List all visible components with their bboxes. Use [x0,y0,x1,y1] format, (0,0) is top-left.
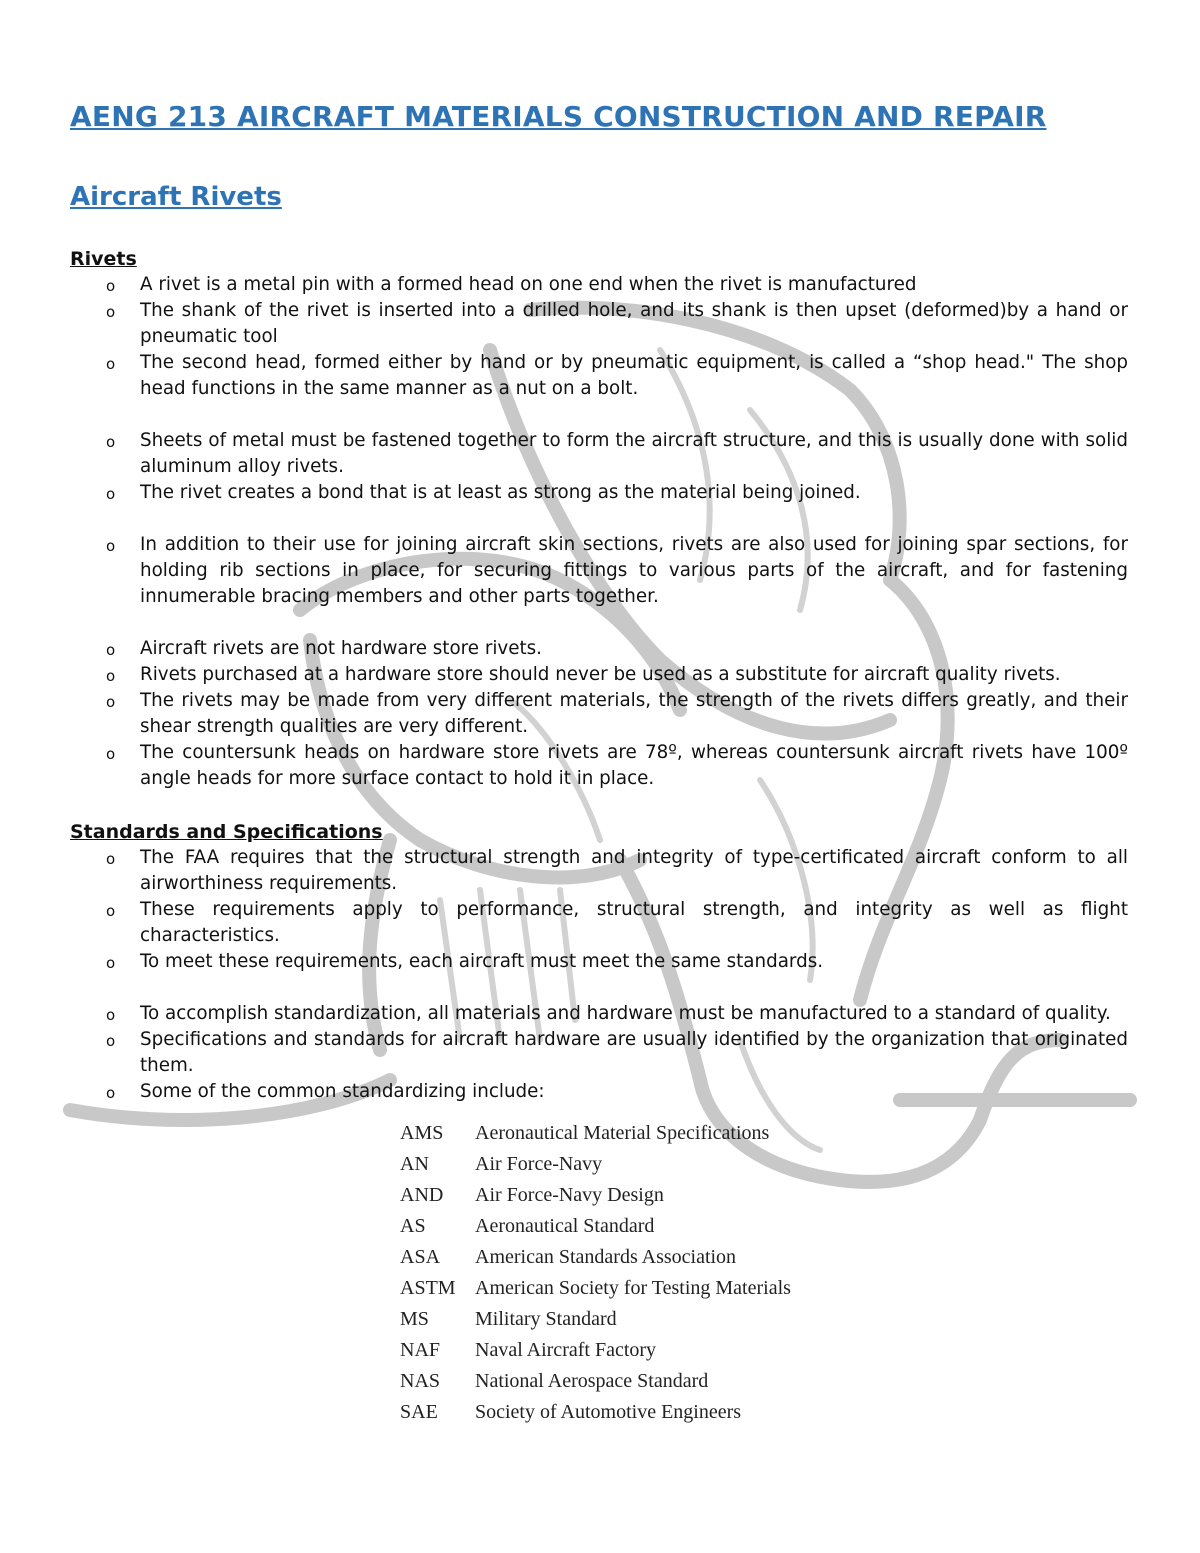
standard-name: American Society for Testing Materials [475,1277,791,1299]
list-item: o The second head, formed either by hand or by pneumatic equipment, is called a “shop head." The shop head functions in the same manner as a nut on a bolt. [106,352,1128,399]
document-title: Aircraft Rivets [70,182,282,212]
list-item: o Specifications and standards for aircraft hardware are usually identified by the organization that originated them. [106,1029,1128,1076]
bullet-marker: o [106,1032,116,1050]
standard-abbreviation: MS [400,1308,429,1330]
standards-table [400,1118,791,1428]
standard-abbreviation: AND [400,1184,444,1206]
bullet-marker: o [106,303,116,321]
list-item: o To accomplish standardization, all materials and hardware must be manufactured to a standard of quality. [0,1001,1128,1027]
standard-name: Aeronautical Material Specifications [475,1122,770,1144]
list-item: o The rivet creates a bond that is at least as strong as the material being joined. [0,480,1128,506]
table-row [400,1211,791,1242]
bullet-marker: o [106,641,116,659]
bullet-marker: o [106,433,116,451]
bullet-marker: o [106,667,116,685]
table-row [400,1273,791,1304]
standard-abbreviation: AN [400,1153,429,1175]
standard-abbreviation: SAE [400,1401,438,1423]
standards-bullet-list [0,845,1200,1105]
table-row [400,1149,791,1180]
bullet-marker: o [106,850,116,868]
standard-name: Air Force-Navy [475,1153,603,1175]
standard-name: American Standards Association [475,1246,737,1268]
bullet-marker: o [106,902,116,920]
bullet-marker: o [106,277,116,295]
standard-abbreviation: ASTM [400,1277,456,1299]
list-item: o To meet these requirements, each aircraft must meet the same standards. [0,949,1128,975]
list-item: o The rivets may be made from very different materials, the strength of the rivets differs greatly, and their shear strength qualities are very different. [106,690,1128,737]
course-title: AENG 213 AIRCRAFT MATERIALS CONSTRUCTION AND REPAIR [70,100,1047,133]
table-row [400,1397,791,1428]
list-item: o These requirements apply to performance, structural strength, and integrity as well as flight characteristics. [106,899,1128,946]
rivets-bullet-list [0,272,1200,792]
list-item: o The countersunk heads on hardware store rivets are 78º, whereas countersunk aircraft rivets have 100º angle heads for more surface contact to hold it in place. [106,742,1128,789]
bullet-marker: o [106,485,116,503]
list-item: o A rivet is a metal pin with a formed head on one end when the rivet is manufactured [0,272,1128,298]
table-row [400,1366,791,1397]
bullet-marker: o [106,1084,116,1102]
standard-name: Air Force-Navy Design [475,1184,664,1206]
bullet-marker: o [106,1006,116,1024]
table-row [400,1242,791,1273]
table-row [400,1180,791,1211]
bullet-marker: o [106,954,116,972]
list-item: o Sheets of metal must be fastened together to form the aircraft structure, and this is usually done with solid aluminum alloy rivets. [106,430,1128,477]
standard-abbreviation: AMS [400,1122,444,1144]
list-item: o Rivets purchased at a hardware store should never be used as a substitute for aircraft quality rivets. [0,662,1128,688]
table-row [400,1304,791,1335]
standard-abbreviation: NAS [400,1370,441,1392]
table-row [400,1118,791,1149]
list-item: o The FAA requires that the structural strength and integrity of type-certificated aircraft conform to all airworthiness requirements. [106,847,1128,894]
standard-abbreviation: ASA [400,1246,441,1268]
list-item: o In addition to their use for joining aircraft skin sections, rivets are also used for joining spar sections, for holding rib sections in place, for securing fittings to various parts of the aircraft, and for fastening innumerable bracing members and other parts together. [106,534,1128,607]
standard-abbreviation: AS [400,1215,426,1237]
standard-name: Society of Automotive Engineers [475,1401,742,1423]
bullet-marker: o [106,355,116,373]
section-heading-rivets: Rivets [70,248,137,270]
standard-name: Naval Aircraft Factory [475,1339,657,1361]
bullet-marker: o [106,537,116,555]
standard-name: Aeronautical Standard [475,1215,655,1237]
list-item: o Aircraft rivets are not hardware store rivets. [0,636,1128,662]
section-heading-standards: Standards and Specifications [70,821,383,843]
standard-abbreviation: NAF [400,1339,441,1361]
standard-name: National Aerospace Standard [475,1370,709,1392]
standard-name: Military Standard [475,1308,617,1330]
bullet-marker: o [106,745,116,763]
table-row [400,1335,791,1366]
list-item: o Some of the common standardizing include: [0,1079,1128,1105]
bullet-marker: o [106,693,116,711]
list-item: o The shank of the rivet is inserted into a drilled hole, and its shank is then upset (deformed)by a hand or pneumatic tool [106,300,1128,347]
